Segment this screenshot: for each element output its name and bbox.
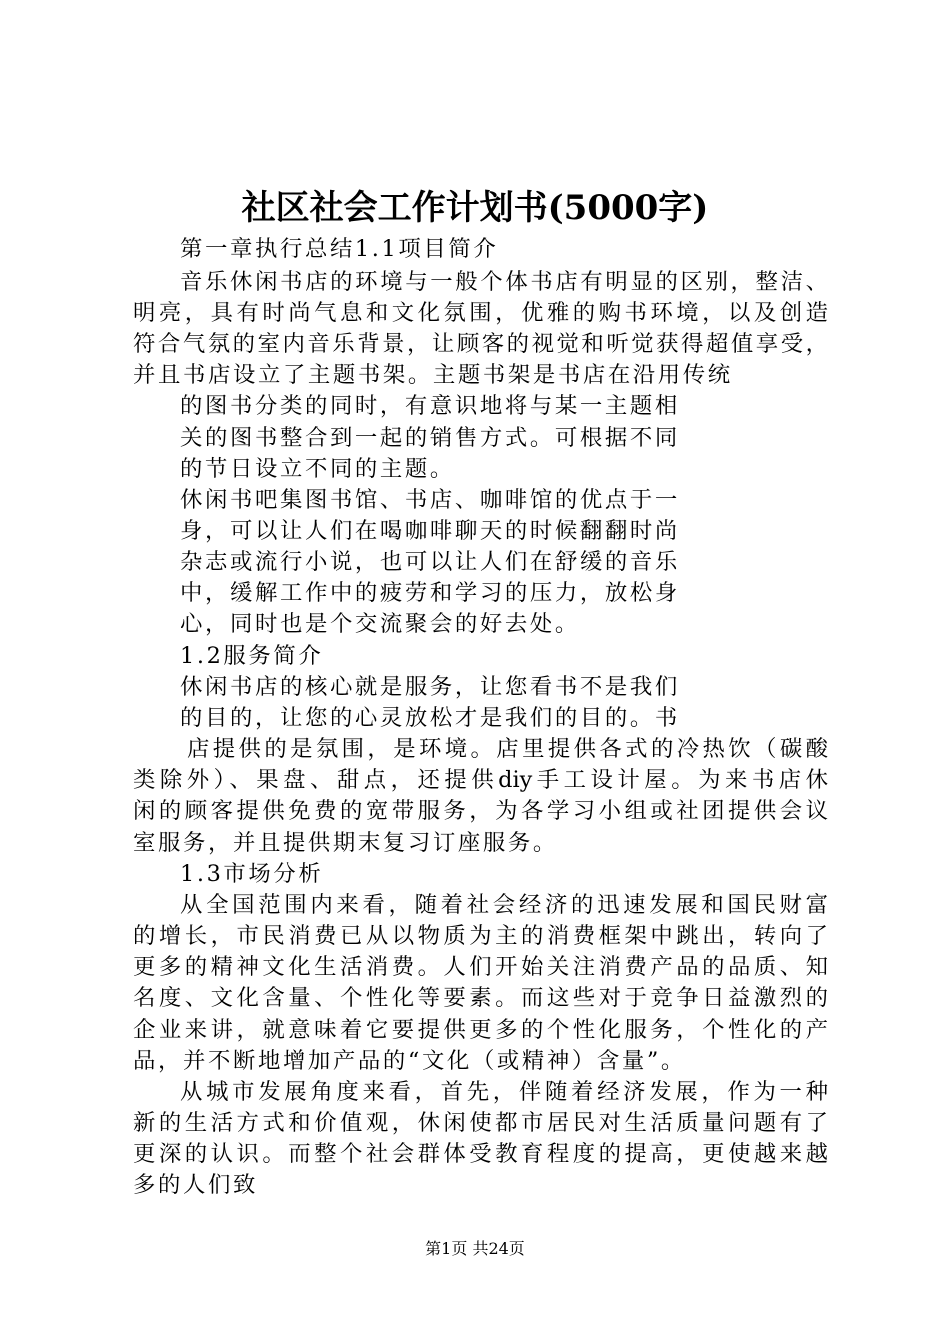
text-line: 第一章执行总结1.1项目简介 [180, 236, 499, 262]
text-line: 音乐休闲书店的环境与一般个体书店有明显的区别，整洁、 [180, 269, 828, 295]
text-line: 心，同时也是个交流聚会的好去处。 [180, 611, 580, 637]
text-line: 1.2服务简介 [180, 643, 324, 669]
text-line: 符合气氛的室内音乐背景，让顾客的视觉和听觉获得超值享受， [133, 331, 828, 357]
text-line: 多的人们致 [133, 1172, 258, 1198]
text-line: 的目的，让您的心灵放松才是我们的目的。书 [180, 705, 680, 731]
text-line: 更深的认识。而整个社会群体受教育程度的提高，更使越来越 [133, 1141, 828, 1167]
text-line: 明亮，具有时尚气息和文化氛围，优雅的购书环境，以及创造 [133, 300, 828, 326]
text-line: 休闲书店的核心就是服务，让您看书不是我们 [180, 674, 680, 700]
text-line: 休闲书吧集图书馆、书店、咖啡馆的优点于一 [180, 487, 680, 513]
text-line: 的增长，市民消费已从以物质为主的消费框架中跳出，转向了 [133, 923, 828, 949]
text-line: 从全国范围内来看，随着社会经济的迅速发展和国民财富 [180, 892, 828, 918]
page-footer: 第1页 共24页 [425, 1239, 525, 1258]
text-line: 杂志或流行小说，也可以让人们在舒缓的音乐 [180, 549, 680, 575]
text-line: 1.3市场分析 [180, 861, 324, 887]
text-line: 新的生活方式和价值观，休闲使都市居民对生活质量问题有了 [133, 1110, 828, 1136]
text-line: 关的图书整合到一起的销售方式。可根据不同 [180, 425, 680, 451]
page-title: 社区社会工作计划书(5000字) [241, 188, 709, 228]
text-line: 闲的顾客提供免费的宽带服务，为各学习小组或社团提供会议 [133, 798, 828, 824]
text-line: 企业来讲，就意味着它要提供更多的个性化服务，个性化的产 [133, 1017, 828, 1043]
text-line: 中，缓解工作中的疲劳和学习的压力，放松身 [180, 580, 680, 606]
text-line: 身，可以让人们在喝咖啡聊天的时候翻翻时尚 [180, 518, 680, 544]
text-line: 名度、文化含量、个性化等要素。而这些对于竞争日益激烈的 [133, 985, 828, 1011]
text-line: 品，并不断地增加产品的“文化（或精神）含量”。 [133, 1048, 686, 1074]
text-line: 更多的精神文化生活消费。人们开始关注消费产品的品质、知 [133, 954, 828, 980]
text-line: 的图书分类的同时，有意识地将与某一主题相 [180, 393, 680, 419]
text-line: 店提供的是氛围，是环境。店里提供各式的冷热饮（碳酸 [187, 736, 828, 762]
text-line: 室服务，并且提供期末复习订座服务。 [133, 830, 558, 856]
text-line: 的节日设立不同的主题。 [180, 456, 455, 482]
text-line: 类除外）、果盘、甜点，还提供diy手工设计屋。为来书店休 [133, 767, 828, 793]
text-line: 并且书店设立了主题书架。主题书架是书店在沿用传统 [133, 362, 733, 388]
text-line: 从城市发展角度来看，首先，伴随着经济发展，作为一种 [180, 1079, 828, 1105]
